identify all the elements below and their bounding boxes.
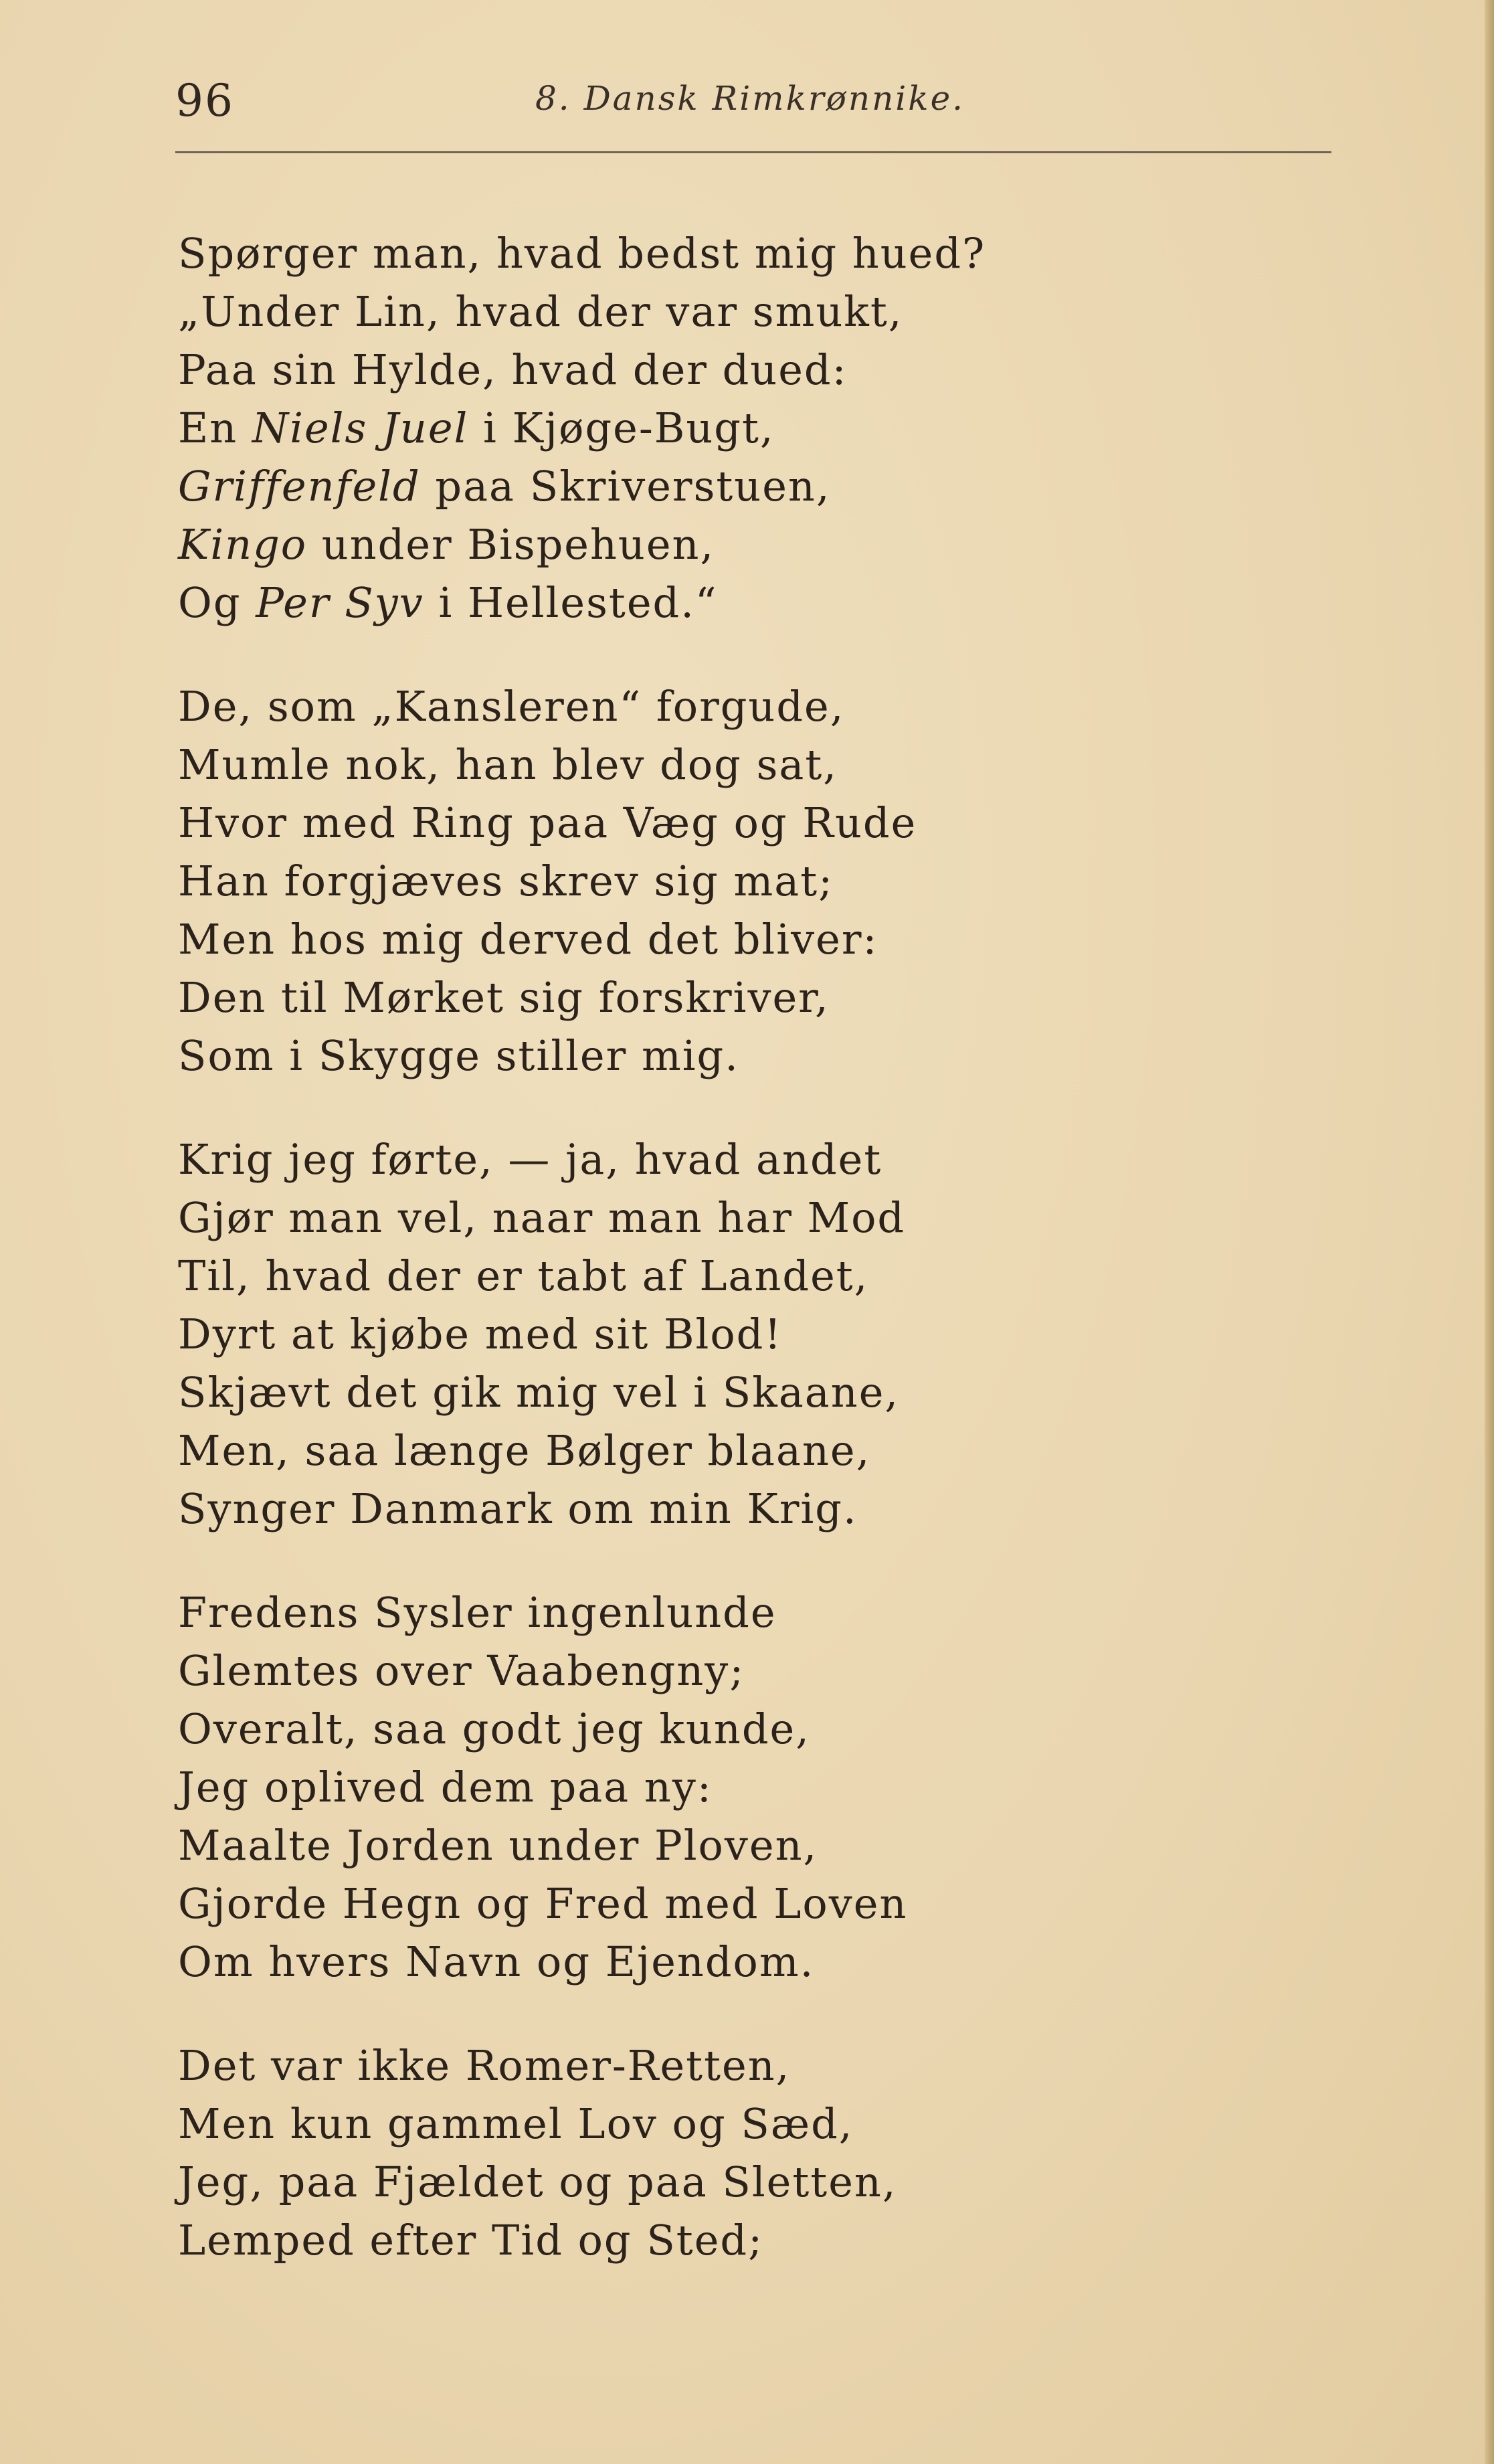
poem-line [178, 2153, 1302, 2211]
poem-line [178, 1189, 1302, 1247]
line-text: Lemped efter Tid og Sted; [178, 2216, 763, 2265]
line-text: under Bispehuen, [307, 520, 715, 569]
header-rule [175, 151, 1331, 153]
poem-line [178, 1247, 1302, 1305]
poem-line [178, 2211, 1302, 2269]
line-text: Til, hvad der er tabt af Landet, [178, 1251, 869, 1300]
poem-line [178, 1480, 1302, 1538]
line-text: Gjorde Hegn og Fred med Loven [178, 1879, 908, 1928]
poem-line [178, 1305, 1302, 1363]
line-text: Dyrt at kjøbe med sit Blod! [178, 1310, 783, 1358]
poem-line [178, 677, 1302, 735]
poem-line [178, 1700, 1302, 1758]
line-text: paa Skriverstuen, [420, 462, 831, 511]
poem-line [178, 457, 1302, 515]
line-text: Krig jeg førte, — ja, hvad andet [178, 1135, 882, 1184]
stanza [178, 677, 1302, 1085]
poem-line [178, 1758, 1302, 1816]
line-text: Fredens Sysler ingenlunde [178, 1588, 777, 1637]
poem-line [178, 2095, 1302, 2153]
stanza [178, 2036, 1302, 2269]
line-text: Maalte Jorden under Ploven, [178, 1821, 818, 1870]
line-text: „Under Lin, hvad der var smukt, [178, 287, 903, 336]
line-text: Synger Danmark om min Krig. [178, 1484, 858, 1533]
poem-line [178, 341, 1302, 399]
page-edge [1485, 0, 1494, 2464]
poem-line [178, 1874, 1302, 1933]
line-text: Men, saa længe Bølger blaane, [178, 1426, 871, 1475]
running-title: 8. Dansk Rimkrønnike. [535, 79, 965, 118]
poem-line [178, 2036, 1302, 2095]
line-text: Men hos mig derved det bliver: [178, 915, 878, 964]
line-text: Gjør man vel, naar man har Mod [178, 1193, 906, 1242]
poem-line [178, 735, 1302, 794]
poem-line [178, 515, 1302, 574]
line-text: Og [178, 578, 256, 627]
italic-name: Griffenfeld [178, 462, 421, 511]
line-text: i Kjøge-Bugt, [468, 404, 775, 452]
poem-line [178, 1642, 1302, 1700]
line-text: Jeg oplived dem paa ny: [178, 1763, 713, 1812]
poem-body [178, 224, 1302, 2315]
poem-line [178, 1363, 1302, 1421]
line-text: Paa sin Hylde, hvad der dued: [178, 345, 848, 394]
line-text: En [178, 404, 252, 452]
line-text: i Hellested.“ [424, 578, 718, 627]
stanza [178, 1583, 1302, 1991]
poem-line [178, 282, 1302, 341]
stanza [178, 224, 1302, 632]
line-text: Spørger man, hvad bedst mig hued? [178, 229, 986, 278]
line-text: Om hvers Navn og Ejendom. [178, 1937, 815, 1986]
poem-line [178, 1933, 1302, 1991]
italic-name: Per Syv [256, 578, 424, 627]
line-text: De, som „Kansleren“ forgude, [178, 682, 845, 731]
line-text: Hvor med Ring paa Væg og Rude [178, 798, 917, 847]
poem-line [178, 574, 1302, 632]
poem-line [178, 1421, 1302, 1480]
page-number: 96 [175, 75, 234, 126]
poem-line [178, 1027, 1302, 1085]
line-text: Glemtes over Vaabengny; [178, 1646, 745, 1695]
poem-line [178, 852, 1302, 910]
poem-line [178, 224, 1302, 282]
poem-line [178, 1583, 1302, 1642]
line-text: Overalt, saa godt jeg kunde, [178, 1704, 810, 1753]
poem-line [178, 1816, 1302, 1874]
line-text: Den til Mørket sig forskriver, [178, 973, 830, 1022]
italic-name: Kingo [178, 520, 308, 569]
line-text: Han forgjæves skrev sig mat; [178, 857, 834, 905]
poem-line [178, 794, 1302, 852]
italic-name: Niels Juel [252, 404, 469, 452]
poem-line [178, 910, 1302, 968]
poem-line [178, 399, 1302, 457]
stanza [178, 1130, 1302, 1538]
line-text: Jeg, paa Fjældet og paa Sletten, [178, 2158, 897, 2206]
line-text: Skjævt det gik mig vel i Skaane, [178, 1368, 900, 1417]
line-text: Mumle nok, han blev dog sat, [178, 740, 838, 789]
line-text: Det var ikke Romer-Retten, [178, 2041, 791, 2090]
poem-line [178, 968, 1302, 1027]
line-text: Som i Skygge stiller mig. [178, 1031, 739, 1080]
line-text: Men kun gammel Lov og Sæd, [178, 2099, 854, 2148]
poem-line [178, 1130, 1302, 1189]
